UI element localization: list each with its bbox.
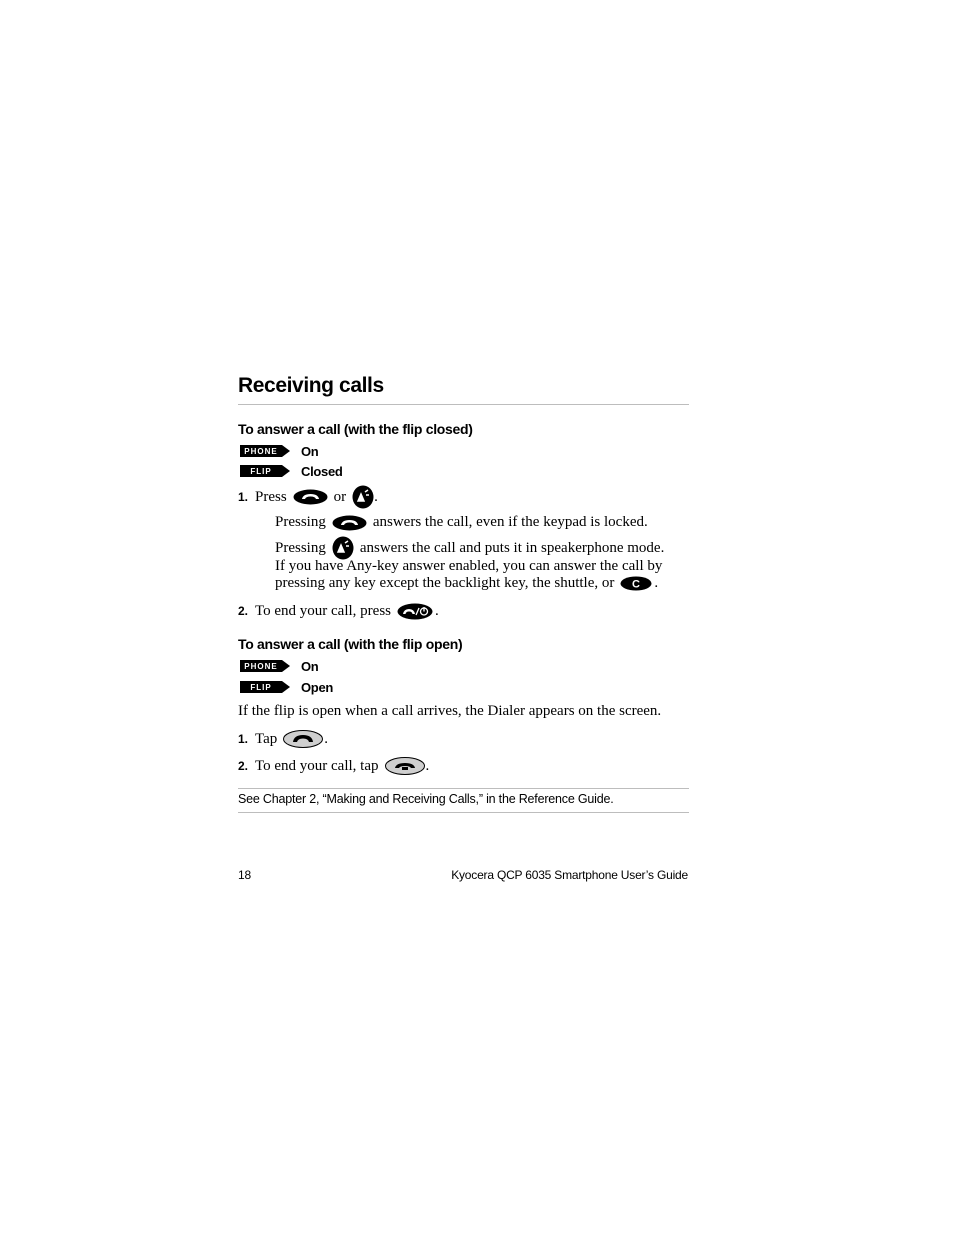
clear-key-label: C bbox=[632, 578, 641, 591]
context-flip-closed bbox=[240, 463, 343, 479]
step-text: Tap bbox=[255, 730, 278, 747]
step-end: . bbox=[374, 488, 378, 505]
sub-text-pre: Pressing bbox=[275, 539, 326, 556]
closed-sub-2 bbox=[275, 536, 689, 560]
guide-title: Kyocera QCP 6035 Smartphone User’s Guide bbox=[451, 868, 688, 882]
step-text: Press bbox=[255, 488, 287, 505]
clear-key-icon bbox=[620, 576, 652, 591]
context-phone-open bbox=[240, 658, 318, 674]
step-end: . bbox=[324, 730, 329, 747]
step-end: . bbox=[435, 602, 439, 619]
flip-context-value: Closed bbox=[301, 463, 343, 479]
step-end: . bbox=[425, 757, 430, 774]
phone-context-value: On bbox=[301, 443, 319, 459]
closed-step-1 bbox=[238, 487, 378, 507]
step-or: or bbox=[333, 488, 347, 505]
step-number: 1. bbox=[238, 489, 249, 504]
phone-context-value: On bbox=[301, 658, 319, 674]
sub-3-end: . bbox=[654, 575, 659, 591]
closed-sub-3 bbox=[275, 558, 689, 592]
end-button-icon bbox=[385, 757, 425, 775]
step-text: To end your call, press bbox=[255, 602, 391, 619]
step-number: 2. bbox=[238, 603, 249, 618]
sub-text-pre: Pressing bbox=[275, 514, 326, 530]
step-number: 2. bbox=[238, 758, 249, 773]
context-phone-closed bbox=[240, 443, 318, 459]
phone-context-tag: PHONE bbox=[240, 445, 282, 457]
page-title: Receiving calls bbox=[238, 374, 384, 397]
open-intro: If the flip is open when a call arrives, the Dialer appears on the screen. bbox=[238, 703, 662, 719]
open-step-1 bbox=[238, 729, 328, 749]
closed-step-2 bbox=[238, 601, 439, 621]
reference-note: See Chapter 2, “Making and Receiving Calls,” in the Reference Guide. bbox=[238, 792, 614, 806]
end-power-key-icon bbox=[397, 603, 433, 620]
flip-context-value: Open bbox=[301, 679, 334, 695]
sub-3-line-1: If you have Any-key answer enabled, you can answer the call by bbox=[275, 558, 663, 574]
closed-heading: To answer a call (with the flip closed) bbox=[238, 421, 473, 437]
title-divider bbox=[238, 404, 689, 405]
sub-3-line-2: pressing any key except the backlight key, the shuttle, or bbox=[275, 575, 615, 591]
sub-text-post: answers the call, even if the keypad is locked. bbox=[372, 514, 648, 530]
talk-key-icon bbox=[293, 489, 328, 505]
sub-text-post: answers the call and puts it in speakerphone mode. bbox=[359, 539, 665, 556]
open-heading: To answer a call (with the flip open) bbox=[238, 636, 463, 652]
note-bottom-rule bbox=[238, 812, 689, 813]
closed-sub-1 bbox=[275, 514, 689, 531]
note-top-rule bbox=[238, 788, 689, 789]
context-flip-open bbox=[240, 679, 333, 695]
flip-context-tag: FLIP bbox=[240, 465, 282, 477]
phone-context-tag: PHONE bbox=[240, 660, 282, 672]
open-step-2 bbox=[238, 756, 429, 776]
page-number: 18 bbox=[238, 868, 251, 882]
flip-context-tag: FLIP bbox=[240, 681, 282, 693]
speakerphone-key-icon bbox=[332, 536, 354, 560]
step-text: To end your call, tap bbox=[255, 757, 379, 774]
step-number: 1. bbox=[238, 731, 249, 746]
talk-button-icon bbox=[283, 730, 323, 748]
speakerphone-key-icon bbox=[352, 485, 374, 509]
talk-key-icon bbox=[332, 515, 367, 531]
